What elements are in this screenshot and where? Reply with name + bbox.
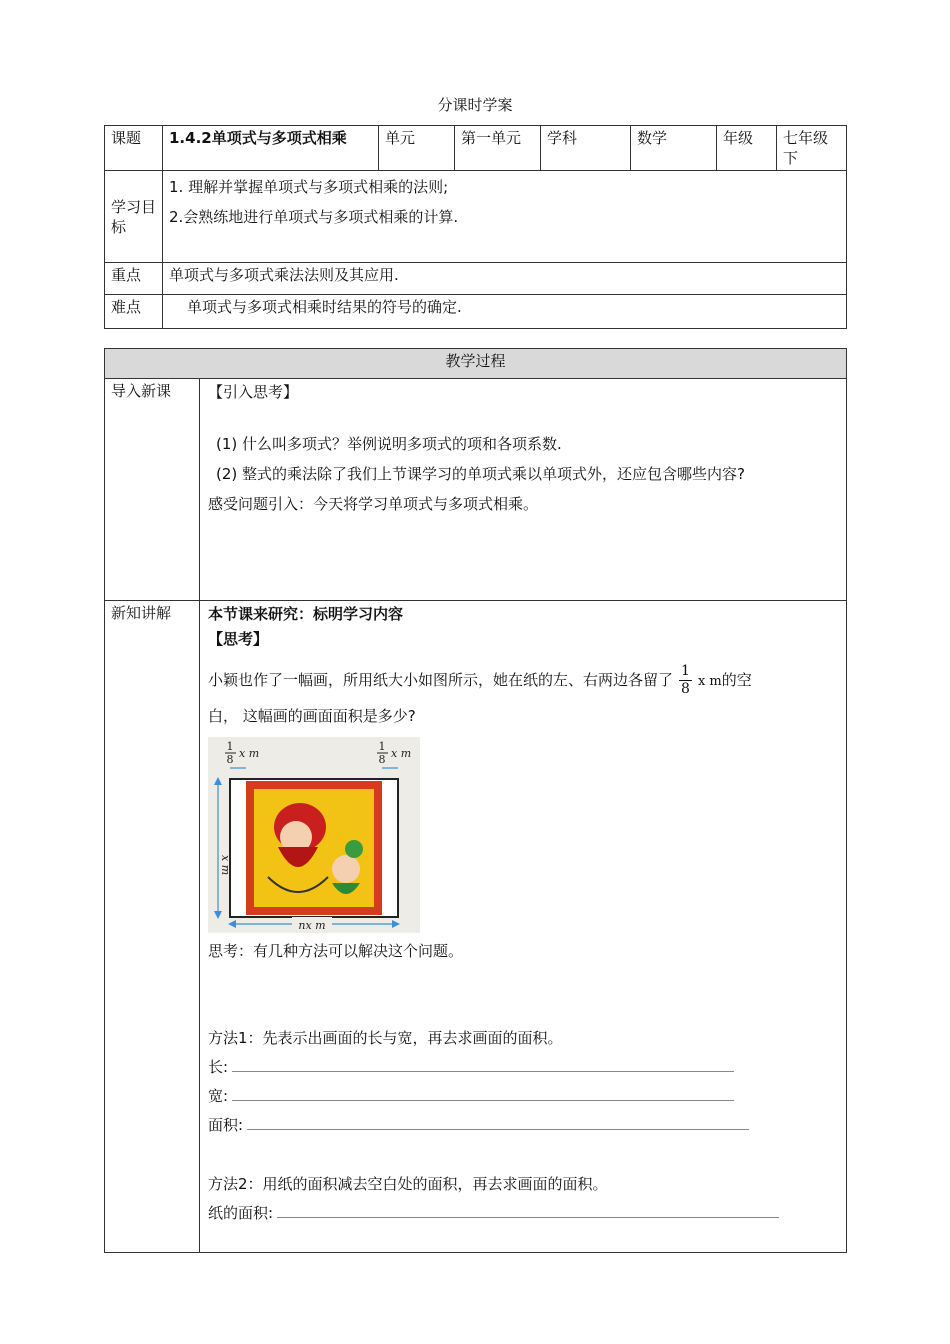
unit-value: 第一单元 [455, 126, 541, 171]
difficulty-label: 难点 [105, 295, 163, 329]
intro-cell [200, 379, 847, 601]
key-label: 重点 [105, 263, 163, 295]
new-knowledge-cell [200, 601, 847, 1253]
fraction-numerator: 1 [681, 663, 690, 679]
teaching-process-table [104, 348, 847, 1253]
width-label: 宽: [208, 1087, 229, 1105]
area-label: 面积: [208, 1116, 244, 1134]
area-line [208, 1111, 840, 1140]
new-knowledge-label: 新知讲解 [105, 601, 200, 1253]
grade-label: 年级 [717, 126, 777, 171]
painting-figure [208, 737, 420, 933]
fraction-one-eighth [679, 663, 692, 698]
problem-text-c: 白， 这幅画的画面面积是多少? [208, 707, 416, 725]
difficulty-value: 单项式与多项式相乘时结果的符号的确定. [163, 295, 847, 329]
label-top-right: x m [391, 747, 412, 760]
paper-area-answer-blank[interactable] [277, 1203, 779, 1218]
grade-value: 七年级下 [777, 126, 847, 171]
intro-lead: 感受问题引入：今天将学习单项式与多项式相乘。 [208, 495, 539, 513]
goals-cell [163, 171, 847, 263]
document-title: 分课时学案 [437, 96, 513, 114]
goal-item: 1. 理解并掌握单项式与多项式相乘的法则; [169, 178, 449, 196]
paper-area-line [208, 1199, 840, 1228]
area-answer-blank[interactable] [247, 1115, 749, 1130]
problem-text-a: 小颖也作了一幅画，所用纸大小如图所示，她在纸的左、右两边各留了 [208, 671, 674, 689]
method-1: 方法1：先表示出画面的长与宽，再去求画面的面积。 [208, 1029, 563, 1047]
unit-label: 单元 [379, 126, 455, 171]
intro-label: 导入新课 [105, 379, 200, 601]
subject-label: 学科 [541, 126, 631, 171]
painting-diagram [208, 737, 420, 933]
label-bottom: nx m [298, 919, 326, 932]
subject-value: 数学 [631, 126, 717, 171]
goal-item: 2.会熟练地进行单项式与多项式相乘的计算. [169, 208, 459, 226]
topic-label: 课题 [105, 126, 163, 171]
problem-text-b: 的空 [721, 671, 752, 689]
process-title: 教学过程 [105, 349, 847, 379]
fraction-denominator: 8 [681, 681, 690, 697]
intro-heading: 【引入思考】 [208, 383, 299, 401]
goals-label: 学习目标 [105, 171, 163, 263]
problem-line [208, 660, 840, 702]
length-answer-blank[interactable] [232, 1057, 734, 1072]
width-line [208, 1082, 840, 1111]
think-methods: 思考：有几种方法可以解决这个问题。 [208, 942, 464, 960]
lesson-info-table [104, 125, 847, 329]
svg-text:8: 8 [378, 753, 386, 766]
label-side: x m [219, 855, 232, 876]
fraction-label-right: 1 [378, 740, 386, 753]
method-2: 方法2：用纸的面积减去空白处的面积，再去求画面的面积。 [208, 1175, 608, 1193]
intro-question-2: (2) 整式的乘法除了我们上节课学习的单项式乘以单项式外，还应包含哪些内容? [216, 465, 745, 483]
length-line [208, 1053, 840, 1082]
svg-text:8: 8 [226, 753, 234, 766]
think-heading: 【思考】 [208, 630, 269, 648]
intro-question-1: (1) 什么叫多项式？举例说明多项式的项和各项系数. [216, 435, 562, 453]
width-answer-blank[interactable] [232, 1086, 734, 1101]
paper-area-label: 纸的面积: [208, 1204, 274, 1222]
fraction-label-left: 1 [226, 740, 234, 753]
key-value: 单项式与多项式乘法法则及其应用. [163, 263, 847, 295]
problem-unit: x m [697, 674, 722, 689]
length-label: 长: [208, 1058, 229, 1076]
new-heading: 本节课来研究：标明学习内容 [208, 605, 404, 623]
label-top-left: x m [239, 747, 260, 760]
topic-value: 1.4.2单项式与多项式相乘 [163, 126, 379, 171]
